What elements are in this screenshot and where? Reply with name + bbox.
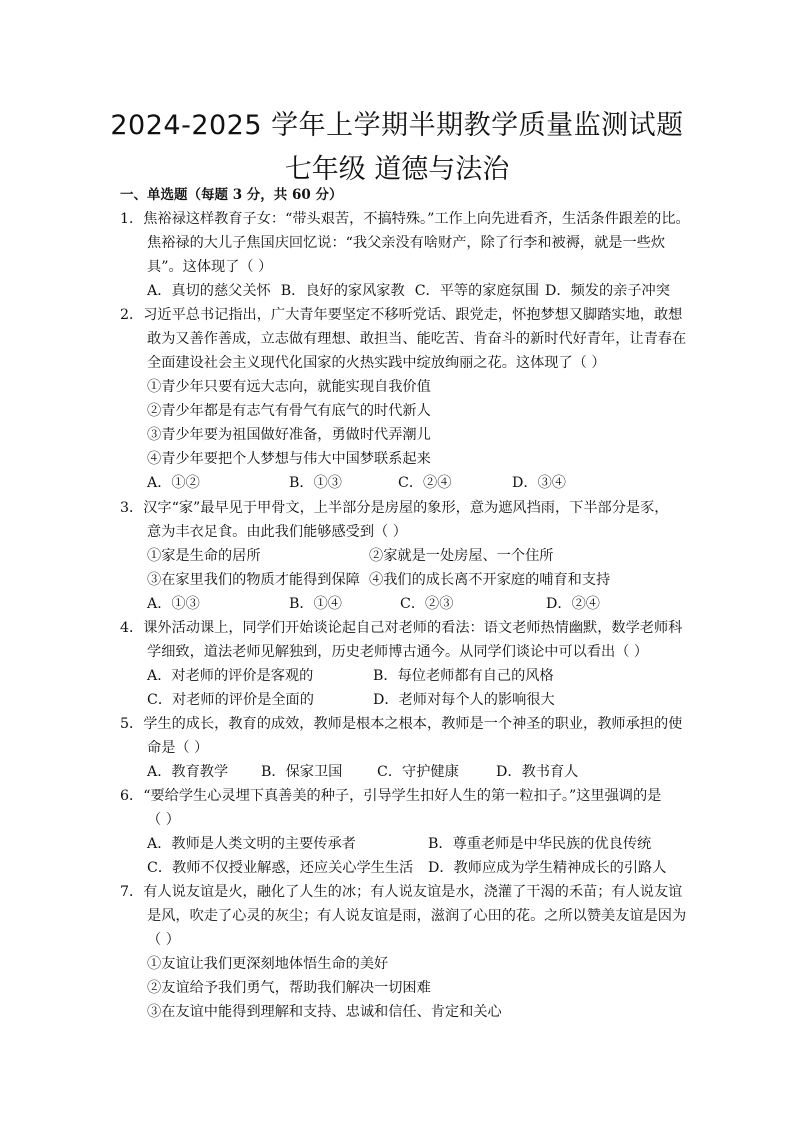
q2-statement-4: ④青少年要把个人梦想与伟大中国梦联系起来: [147, 451, 431, 467]
q2-stem-line3: 全面建设社会主义现代化国家的火热实践中绽放绚丽之花。这体现了（ ）: [147, 355, 606, 371]
q2-statement-1: ①青少年只要有远大志向，就能实现自我价值: [147, 379, 431, 395]
q1-option-d: D．频发的亲子冲突: [545, 283, 670, 299]
q3-option-a: A．①③: [147, 596, 200, 612]
section-heading: 一、单选题（每题 3 分，共 60 分）: [120, 187, 343, 203]
q2-option-c: C．②④: [398, 475, 452, 491]
q7-stem-line1: 7．有人说友谊是火，融化了人生的冰；有人说友谊是水，浇灌了干渴的禾苗；有人说友谊: [120, 884, 683, 900]
q5-stem-line1: 5．学生的成长，教育的成效，教师是根本之根本，教师是一个神圣的职业，教师承担的使: [120, 716, 683, 732]
q1-option-b: B．良好的家风家教: [280, 283, 405, 299]
q6-stem-line1: 6．“要给学生心灵埋下真善美的种子，引导学生扣好人生的第一粒扣子。”这里强调的是: [120, 788, 662, 804]
q4-option-b: B．每位老师都有自己的风格: [373, 668, 554, 684]
q4-option-c: C．对老师的评价是全面的: [147, 692, 314, 708]
q7-statement-1: ①友谊让我们更深刻地体悟生命的美好: [147, 956, 389, 972]
q1-option-a: A．真切的慈父关怀: [147, 283, 271, 299]
exam-subtitle: 七年级 道德与法治: [284, 154, 510, 185]
q5-option-c: C．守护健康: [377, 764, 459, 780]
q4-option-d: D．老师对每个人的影响很大: [373, 692, 555, 708]
q5-stem-line2: 命是（ ）: [147, 740, 209, 756]
q2-option-b: B．①③: [289, 475, 342, 491]
q6-option-c: C．教师不仅授业解惑，还应关心学生生活: [147, 860, 414, 876]
exam-title: 2024-2025 学年上学期半期教学质量监测试题: [110, 110, 684, 141]
q7-stem-line2: 是风，吹走了心灵的灰尘；有人说友谊是雨，滋润了心田的花。之所以赞美友谊是因为: [147, 908, 687, 924]
q6-stem-line2: （ ）: [147, 812, 180, 828]
q3-option-b: B．①④: [289, 596, 342, 612]
q3-option-c: C．②③: [400, 596, 454, 612]
q6-option-b: B．尊重老师是中华民族的优良传统: [428, 836, 652, 852]
q3-stem-line2: 意为丰衣足食。由此我们能够感受到（ ）: [147, 524, 407, 540]
q1-stem-line2: 焦裕禄的大儿子焦国庆回忆说：“我父亲没有啥财产，除了行李和被褥，就是一些炊: [147, 235, 666, 251]
q1-option-c: C．平等的家庭氛围: [414, 283, 540, 299]
q6-option-a: A．教师是人类文明的主要传承者: [147, 836, 356, 852]
q5-option-a: A．教育教学: [147, 764, 229, 780]
q2-stem-line1: 2．习近平总书记指出，广大青年要坚定不移听党话、跟党走，怀抱梦想又脚踏实地，敢想: [120, 307, 683, 323]
q7-statement-3: ③在友谊中能得到理解和支持、忠诚和信任、肯定和关心: [147, 1004, 502, 1020]
q7-stem-line3: （ ）: [147, 932, 180, 948]
q5-option-d: D．教书育人: [496, 764, 579, 780]
q4-stem-line1: 4．课外活动课上，同学们开始谈论起自己对老师的看法：语文老师热情幽默，数学老师科: [120, 620, 683, 636]
q7-statement-2: ②友谊给予我们勇气，帮助我们解决一切困难: [147, 980, 431, 996]
q3-statement-4: ④我们的成长离不开家庭的哺育和支持: [369, 572, 611, 588]
q5-option-b: B．保家卫国: [261, 764, 343, 780]
q4-stem-line2: 学细致，道法老师见解独到，历史老师博古通今。从同学们谈论中可以看出（ ）: [147, 644, 649, 660]
q1-stem-line3: 具”。这体现了（ ）: [147, 259, 273, 275]
q2-option-a: A．①②: [147, 475, 200, 491]
q6-option-d: D．教师应成为学生精神成长的引路人: [428, 860, 667, 876]
q1-options: [147, 280, 670, 300]
q3-option-d: D．②④: [546, 596, 600, 612]
q1-stem-line1: 1．焦裕禄这样教育子女：“带头艰苦，不搞特殊。”工作上向先进看齐，生活条件跟差的比。: [120, 211, 690, 227]
q4-option-a: A．对老师的评价是客观的: [147, 668, 314, 684]
q2-stem-line2: 敢为又善作善成，立志做有理想、敢担当、能吃苦、肯奋斗的新时代好青年，让青春在: [147, 331, 687, 347]
q3-statement-3: ③在家里我们的物质才能得到保障: [147, 572, 360, 588]
q3-statement-2: ②家就是一处房屋、一个住所: [369, 548, 554, 564]
q2-statement-3: ③青少年要为祖国做好准备，勇做时代弄潮儿: [147, 427, 431, 443]
q3-statement-1: ①家是生命的居所: [147, 548, 261, 564]
q2-option-d: D．③④: [512, 475, 566, 491]
q2-statement-2: ②青少年都是有志气有骨气有底气的时代新人: [147, 403, 431, 419]
q3-stem-line1: 3．汉字“家”最早见于甲骨文，上半部分是房屋的象形，意为遮风挡雨，下半部分是豕，: [120, 500, 669, 516]
